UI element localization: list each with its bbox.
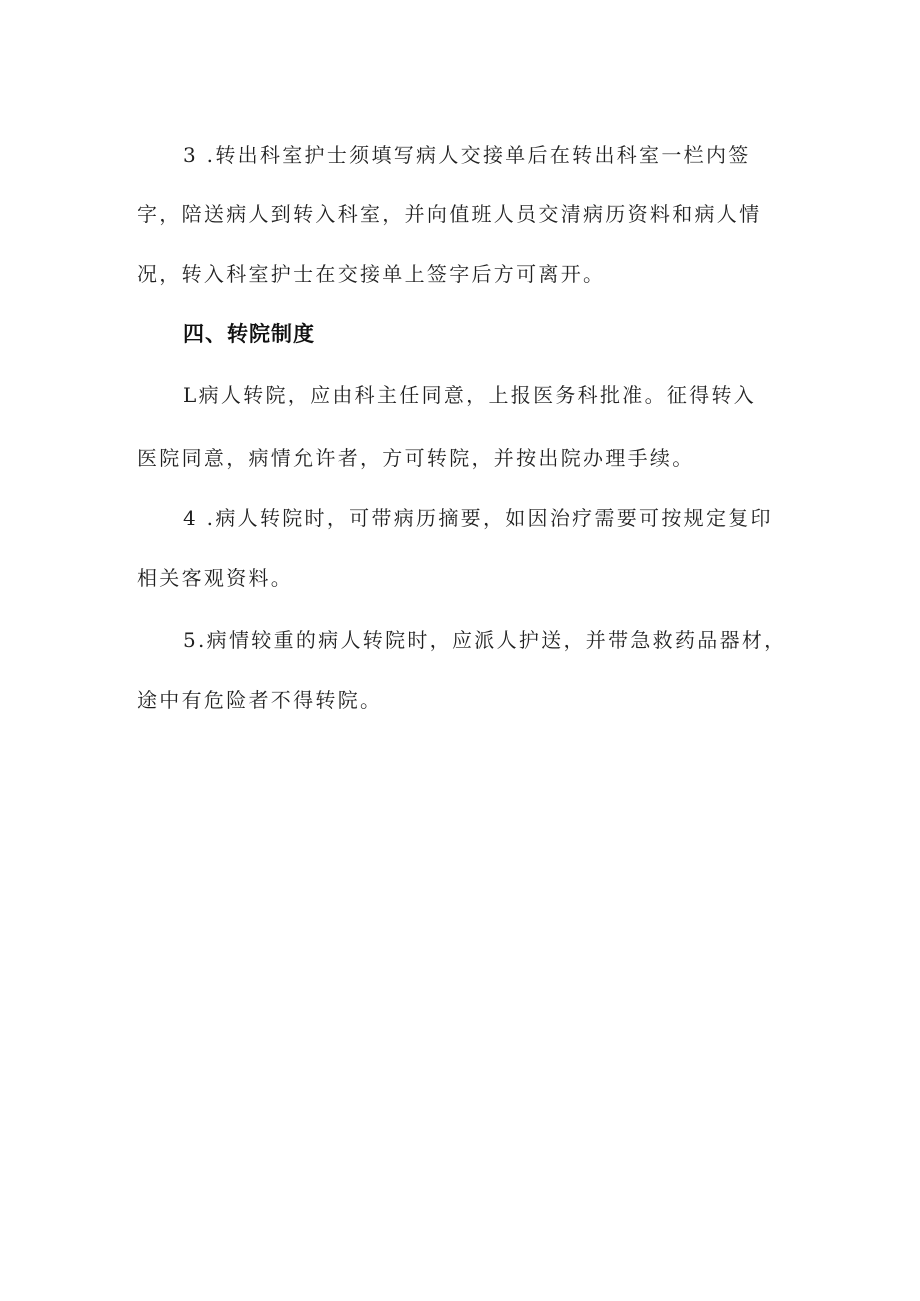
paragraph-5-line-2: 途中有危险者不得转院。 [137,688,383,712]
paragraph-4-line-2: 相关客观资料。 [137,566,294,590]
paragraph-3-line-1: 3 .转出科室护士须填写病人交接单后在转出科室一栏内签 [183,143,751,167]
paragraph-3-line-2: 字，陪送病人到转入科室，并向值班人员交清病历资料和病人情 [137,202,762,226]
paragraph-5-line-1: 5.病情较重的病人转院时，应派人护送，并带急救药品器材， [183,628,787,652]
paragraph-l-line-2: 医院同意，病情允许者，方可转院，并按出院办理手续。 [137,446,695,470]
paragraph-3-line-3: 况，转入科室护士在交接单上签字后方可离开。 [137,262,606,286]
paragraph-4-line-1: 4 .病人转院时，可带病历摘要，如因治疗需要可按规定复印 [183,506,773,530]
section-heading-transfer-hospital: 四、转院制度 [183,322,315,346]
paragraph-l-line-1: L病人转院，应由科主任同意，上报医务科批准。征得转入 [183,383,757,407]
